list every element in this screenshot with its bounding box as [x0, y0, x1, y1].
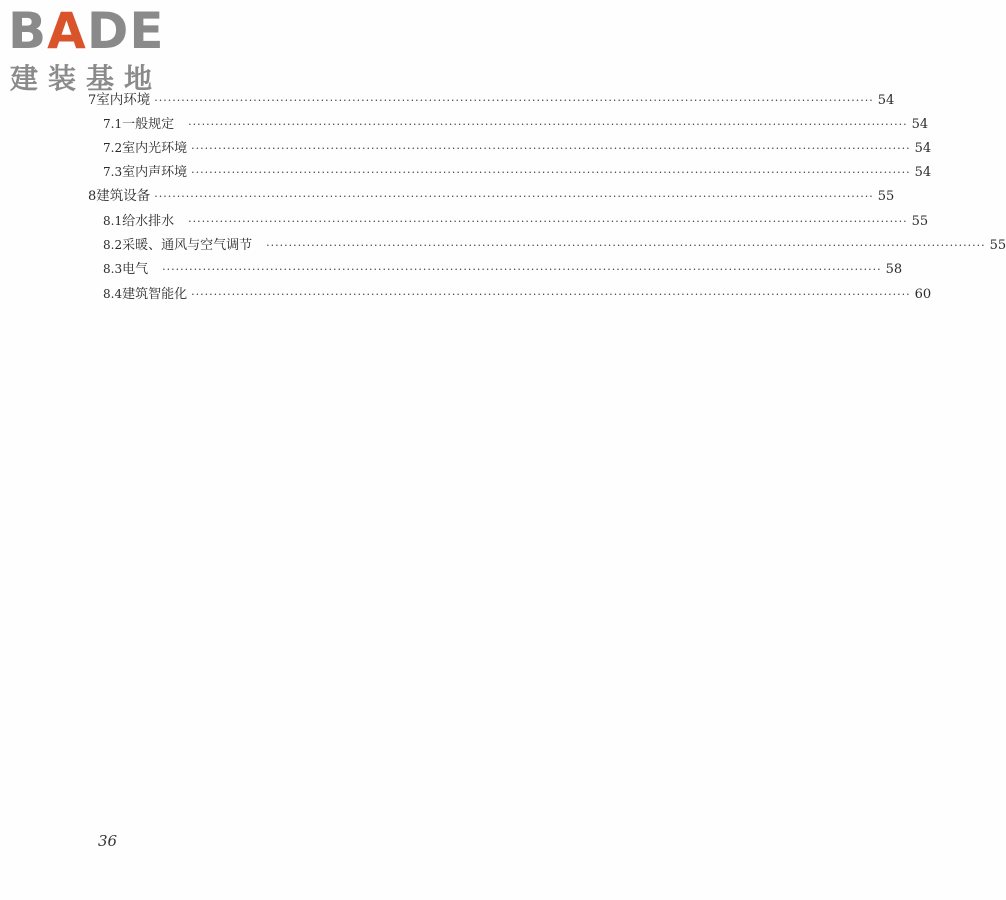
toc-number: 8.2 [103, 238, 123, 252]
toc-page-number: 55 [989, 238, 1006, 253]
toc-page-number: 54 [914, 165, 932, 180]
toc-page-number: 55 [877, 189, 895, 204]
toc-number: 8.4 [103, 287, 123, 301]
toc-row-chapter-8[interactable] [88, 186, 895, 206]
dot-leader: ································································································································································ [154, 94, 874, 107]
toc-title: 室内声环境 [122, 165, 188, 180]
toc-row-section-7-3[interactable] [103, 162, 932, 182]
logo-letter-b: B [8, 2, 48, 60]
toc-page-number: 54 [877, 93, 895, 108]
toc-title: 采暖、通风与空气调节 [122, 238, 253, 253]
toc-row-section-8-3[interactable] [103, 259, 903, 279]
toc-number: 8.1 [103, 214, 123, 228]
toc-number: 7.2 [103, 141, 123, 155]
logo [8, 2, 178, 96]
dot-leader: ································································································································································ [191, 142, 911, 155]
toc-page-number: 55 [911, 214, 929, 229]
logo-wordmark [8, 2, 165, 60]
toc-number: 7 [88, 93, 97, 108]
dot-leader: ································································································································································ [154, 190, 874, 203]
toc-number: 7.1 [103, 117, 123, 131]
toc-row-chapter-7[interactable] [88, 90, 895, 110]
toc-row-section-7-2[interactable] [103, 138, 932, 158]
dot-leader: ································································································································································ [188, 118, 908, 131]
toc-title: 电气 [122, 262, 149, 277]
toc-number: 7.3 [103, 165, 123, 179]
toc-page-number: 54 [914, 141, 932, 156]
toc-number: 8 [88, 189, 97, 204]
toc-page-number: 54 [911, 117, 929, 132]
toc-row-section-8-2[interactable] [103, 235, 1006, 255]
dot-leader: ································································································································································ [191, 288, 911, 301]
toc-title: 室内环境 [96, 92, 151, 108]
toc-row-section-7-1[interactable] [103, 114, 929, 134]
logo-letters-de: DE [86, 2, 165, 60]
dot-leader: ································································································································································ [266, 239, 986, 252]
toc-title: 给水排水 [122, 214, 175, 229]
toc-page-number: 60 [914, 287, 932, 302]
logo-letter-a: A [47, 2, 87, 60]
page-folio-number: 36 [98, 832, 118, 850]
toc-title: 建筑智能化 [122, 287, 188, 302]
toc-title: 建筑设备 [96, 188, 151, 204]
dot-leader: ································································································································································ [162, 263, 882, 276]
toc-title: 室内光环境 [122, 141, 188, 156]
toc-row-section-8-1[interactable] [103, 211, 929, 231]
toc-page-number: 58 [885, 262, 903, 277]
dot-leader: ································································································································································ [188, 215, 908, 228]
logo-subtitle: 建装基地 [10, 62, 163, 95]
toc-title: 一般规定 [122, 117, 175, 132]
dot-leader: ································································································································································ [191, 166, 911, 179]
toc-row-section-8-4[interactable] [103, 284, 932, 304]
toc-number: 8.3 [103, 262, 123, 276]
